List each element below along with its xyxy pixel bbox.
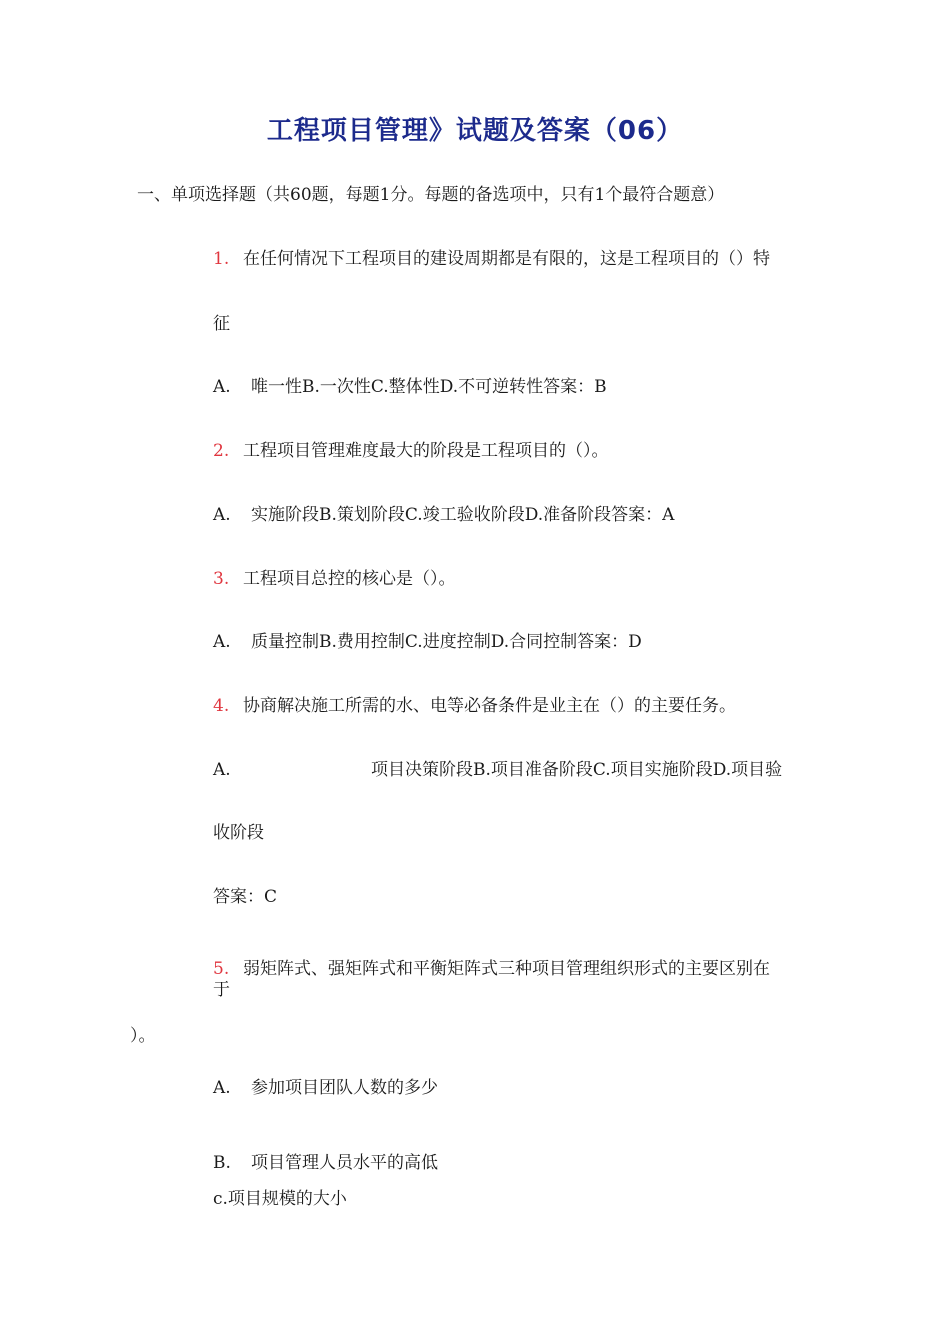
option-letter: A.: [213, 1078, 231, 1098]
question-5-option-c: c.项目规模的大小: [213, 1189, 347, 1209]
question-number: 2.: [213, 441, 230, 461]
question-1: [213, 244, 770, 269]
question-1-continuation: 征: [213, 314, 230, 334]
question-number: 1.: [213, 249, 230, 269]
question-4-options: [213, 755, 782, 780]
question-5-option-a: [213, 1073, 438, 1098]
question-2-options: [213, 500, 674, 525]
options-text: 唯一性B.一次性C.整体性D.不可逆转性答案：B: [251, 377, 607, 397]
question-3-options: [213, 627, 642, 652]
options-text: 项目决策阶段B.项目准备阶段C.项目实施阶段D.项目验: [371, 760, 783, 780]
option-letter: A.: [213, 632, 231, 652]
option-letter: A.: [213, 760, 231, 780]
option-letter: B.: [213, 1153, 231, 1173]
question-4: [213, 691, 736, 716]
question-4-answer: 答案：C: [213, 887, 278, 907]
question-text: 工程项目总控的核心是（）。: [243, 569, 456, 589]
question-number: 5.: [213, 959, 230, 979]
option-text: 参加项目团队人数的多少: [251, 1078, 438, 1098]
question-5-option-b: [213, 1148, 438, 1173]
question-5-continuation: 于: [213, 980, 230, 1000]
options-text: 质量控制B.费用控制C.进度控制D.合同控制答案：D: [251, 632, 642, 652]
option-letter: A.: [213, 505, 231, 525]
question-5: [213, 954, 770, 979]
option-text: 项目管理人员水平的高低: [251, 1153, 438, 1173]
options-text: 实施阶段B.策划阶段C.竣工验收阶段D.准备阶段答案：A: [251, 505, 675, 525]
question-number: 4.: [213, 696, 230, 716]
question-text: 弱矩阵式、强矩阵式和平衡矩阵式三种项目管理组织形式的主要区别在: [243, 959, 770, 979]
question-number: 3.: [213, 569, 230, 589]
option-letter: A.: [213, 377, 231, 397]
question-4-options-continuation: 收阶段: [213, 823, 264, 843]
page-title: 工程项目管理》试题及答案（06）: [266, 116, 684, 146]
question-3: [213, 564, 456, 589]
section-heading: 一、单项选择题（共60题，每题1分。每题的备选项中，只有1个最符合题意）: [137, 185, 725, 205]
question-5-closing: ）。: [130, 1026, 156, 1046]
question-2: [213, 436, 609, 461]
question-1-options: [213, 372, 607, 397]
question-text: 在任何情况下工程项目的建设周期都是有限的，这是工程项目的（）特: [243, 249, 770, 269]
question-text: 协商解决施工所需的水、电等必备条件是业主在（）的主要任务。: [243, 696, 736, 716]
question-text: 工程项目管理难度最大的阶段是工程项目的（）。: [243, 441, 609, 461]
